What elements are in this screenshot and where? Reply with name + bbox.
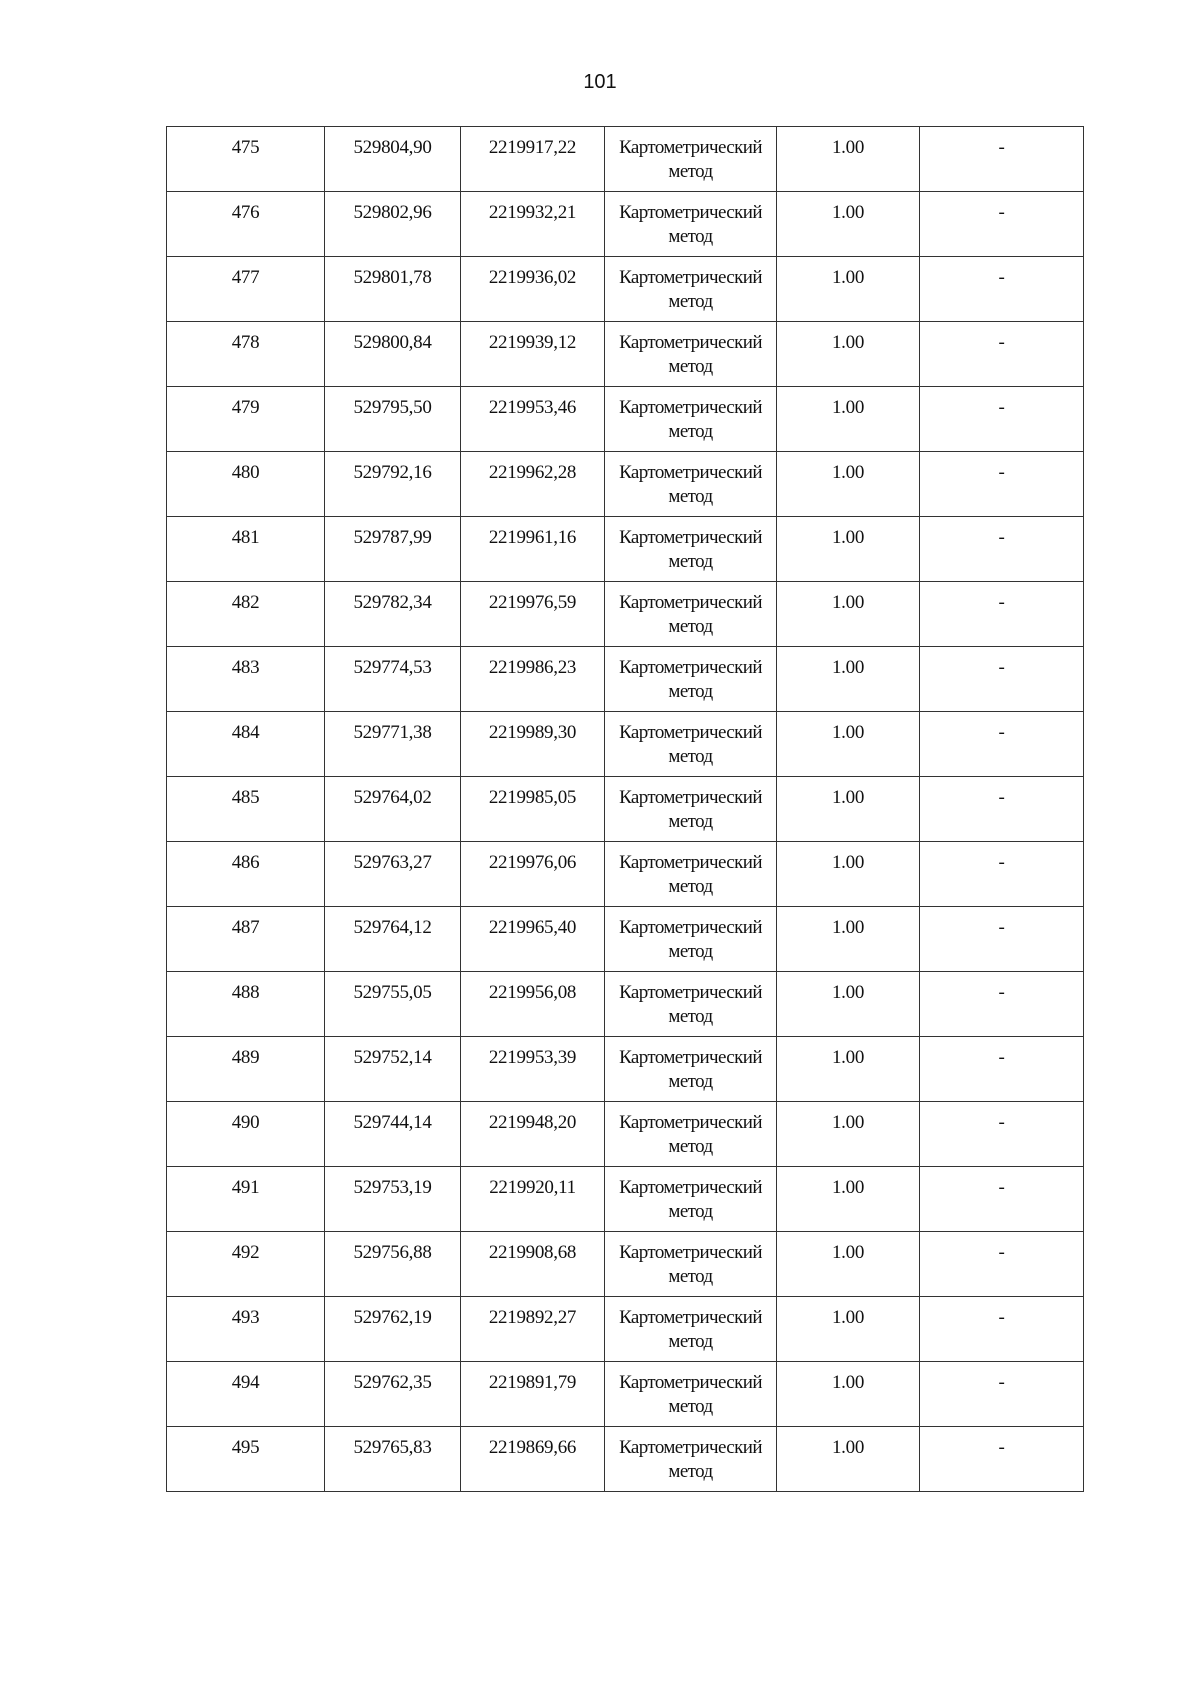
point-number-cell: 482 xyxy=(167,582,325,647)
accuracy-cell: 1.00 xyxy=(777,127,920,192)
y-coordinate-cell: 2219976,59 xyxy=(461,582,605,647)
note-cell: - xyxy=(920,127,1084,192)
method-cell: Картометрический метод xyxy=(605,647,777,712)
method-cell: Картометрический метод xyxy=(605,972,777,1037)
method-cell: Картометрический метод xyxy=(605,517,777,582)
method-cell: Картометрический метод xyxy=(605,127,777,192)
y-coordinate-cell: 2219953,39 xyxy=(461,1037,605,1102)
x-coordinate-cell: 529753,19 xyxy=(325,1167,461,1232)
coordinates-table xyxy=(166,126,1084,1492)
method-cell: Картометрический метод xyxy=(605,842,777,907)
x-coordinate-cell: 529795,50 xyxy=(325,387,461,452)
coordinates-table-body xyxy=(167,127,1084,1492)
accuracy-cell: 1.00 xyxy=(777,192,920,257)
table-row xyxy=(167,1232,1084,1297)
x-coordinate-cell: 529752,14 xyxy=(325,1037,461,1102)
note-cell: - xyxy=(920,387,1084,452)
accuracy-cell: 1.00 xyxy=(777,1427,920,1492)
point-number-cell: 481 xyxy=(167,517,325,582)
y-coordinate-cell: 2219956,08 xyxy=(461,972,605,1037)
accuracy-cell: 1.00 xyxy=(777,582,920,647)
x-coordinate-cell: 529756,88 xyxy=(325,1232,461,1297)
y-coordinate-cell: 2219869,66 xyxy=(461,1427,605,1492)
table-row xyxy=(167,517,1084,582)
method-cell: Картометрический метод xyxy=(605,322,777,387)
table-row xyxy=(167,647,1084,712)
table-row xyxy=(167,257,1084,322)
x-coordinate-cell: 529802,96 xyxy=(325,192,461,257)
x-coordinate-cell: 529755,05 xyxy=(325,972,461,1037)
table-row xyxy=(167,127,1084,192)
y-coordinate-cell: 2219962,28 xyxy=(461,452,605,517)
note-cell: - xyxy=(920,1102,1084,1167)
y-coordinate-cell: 2219892,27 xyxy=(461,1297,605,1362)
accuracy-cell: 1.00 xyxy=(777,1167,920,1232)
x-coordinate-cell: 529763,27 xyxy=(325,842,461,907)
y-coordinate-cell: 2219976,06 xyxy=(461,842,605,907)
method-cell: Картометрический метод xyxy=(605,712,777,777)
x-coordinate-cell: 529762,35 xyxy=(325,1362,461,1427)
x-coordinate-cell: 529804,90 xyxy=(325,127,461,192)
note-cell: - xyxy=(920,1297,1084,1362)
x-coordinate-cell: 529762,19 xyxy=(325,1297,461,1362)
table-row xyxy=(167,907,1084,972)
method-cell: Картометрический метод xyxy=(605,907,777,972)
accuracy-cell: 1.00 xyxy=(777,322,920,387)
note-cell: - xyxy=(920,972,1084,1037)
point-number-cell: 489 xyxy=(167,1037,325,1102)
note-cell: - xyxy=(920,517,1084,582)
y-coordinate-cell: 2219989,30 xyxy=(461,712,605,777)
note-cell: - xyxy=(920,1362,1084,1427)
note-cell: - xyxy=(920,192,1084,257)
method-cell: Картометрический метод xyxy=(605,387,777,452)
accuracy-cell: 1.00 xyxy=(777,387,920,452)
accuracy-cell: 1.00 xyxy=(777,972,920,1037)
point-number-cell: 492 xyxy=(167,1232,325,1297)
accuracy-cell: 1.00 xyxy=(777,842,920,907)
note-cell: - xyxy=(920,322,1084,387)
x-coordinate-cell: 529774,53 xyxy=(325,647,461,712)
note-cell: - xyxy=(920,842,1084,907)
table-row xyxy=(167,192,1084,257)
note-cell: - xyxy=(920,582,1084,647)
accuracy-cell: 1.00 xyxy=(777,907,920,972)
point-number-cell: 478 xyxy=(167,322,325,387)
table-row xyxy=(167,322,1084,387)
note-cell: - xyxy=(920,712,1084,777)
method-cell: Картометрический метод xyxy=(605,1297,777,1362)
y-coordinate-cell: 2219917,22 xyxy=(461,127,605,192)
x-coordinate-cell: 529765,83 xyxy=(325,1427,461,1492)
accuracy-cell: 1.00 xyxy=(777,257,920,322)
table-row xyxy=(167,842,1084,907)
point-number-cell: 494 xyxy=(167,1362,325,1427)
accuracy-cell: 1.00 xyxy=(777,452,920,517)
x-coordinate-cell: 529801,78 xyxy=(325,257,461,322)
x-coordinate-cell: 529782,34 xyxy=(325,582,461,647)
method-cell: Картометрический метод xyxy=(605,777,777,842)
table-row xyxy=(167,1297,1084,1362)
x-coordinate-cell: 529764,02 xyxy=(325,777,461,842)
y-coordinate-cell: 2219936,02 xyxy=(461,257,605,322)
accuracy-cell: 1.00 xyxy=(777,1037,920,1102)
y-coordinate-cell: 2219908,68 xyxy=(461,1232,605,1297)
point-number-cell: 486 xyxy=(167,842,325,907)
method-cell: Картометрический метод xyxy=(605,1232,777,1297)
table-row xyxy=(167,1362,1084,1427)
y-coordinate-cell: 2219939,12 xyxy=(461,322,605,387)
y-coordinate-cell: 2219961,16 xyxy=(461,517,605,582)
point-number-cell: 476 xyxy=(167,192,325,257)
point-number-cell: 480 xyxy=(167,452,325,517)
method-cell: Картометрический метод xyxy=(605,452,777,517)
method-cell: Картометрический метод xyxy=(605,192,777,257)
table-row xyxy=(167,387,1084,452)
accuracy-cell: 1.00 xyxy=(777,517,920,582)
point-number-cell: 483 xyxy=(167,647,325,712)
point-number-cell: 487 xyxy=(167,907,325,972)
table-row xyxy=(167,1037,1084,1102)
note-cell: - xyxy=(920,1427,1084,1492)
table-row xyxy=(167,1102,1084,1167)
x-coordinate-cell: 529771,38 xyxy=(325,712,461,777)
note-cell: - xyxy=(920,907,1084,972)
point-number-cell: 493 xyxy=(167,1297,325,1362)
y-coordinate-cell: 2219985,05 xyxy=(461,777,605,842)
note-cell: - xyxy=(920,1232,1084,1297)
x-coordinate-cell: 529792,16 xyxy=(325,452,461,517)
x-coordinate-cell: 529764,12 xyxy=(325,907,461,972)
note-cell: - xyxy=(920,1037,1084,1102)
point-number-cell: 475 xyxy=(167,127,325,192)
accuracy-cell: 1.00 xyxy=(777,1232,920,1297)
point-number-cell: 484 xyxy=(167,712,325,777)
y-coordinate-cell: 2219965,40 xyxy=(461,907,605,972)
y-coordinate-cell: 2219986,23 xyxy=(461,647,605,712)
note-cell: - xyxy=(920,1167,1084,1232)
note-cell: - xyxy=(920,452,1084,517)
table-row xyxy=(167,452,1084,517)
point-number-cell: 495 xyxy=(167,1427,325,1492)
accuracy-cell: 1.00 xyxy=(777,1102,920,1167)
accuracy-cell: 1.00 xyxy=(777,777,920,842)
point-number-cell: 488 xyxy=(167,972,325,1037)
page-number: 101 xyxy=(583,71,617,93)
accuracy-cell: 1.00 xyxy=(777,647,920,712)
x-coordinate-cell: 529744,14 xyxy=(325,1102,461,1167)
method-cell: Картометрический метод xyxy=(605,257,777,322)
method-cell: Картометрический метод xyxy=(605,1362,777,1427)
point-number-cell: 490 xyxy=(167,1102,325,1167)
y-coordinate-cell: 2219932,21 xyxy=(461,192,605,257)
point-number-cell: 491 xyxy=(167,1167,325,1232)
accuracy-cell: 1.00 xyxy=(777,1297,920,1362)
note-cell: - xyxy=(920,257,1084,322)
x-coordinate-cell: 529800,84 xyxy=(325,322,461,387)
method-cell: Картометрический метод xyxy=(605,1427,777,1492)
note-cell: - xyxy=(920,647,1084,712)
x-coordinate-cell: 529787,99 xyxy=(325,517,461,582)
table-row xyxy=(167,712,1084,777)
y-coordinate-cell: 2219891,79 xyxy=(461,1362,605,1427)
method-cell: Картометрический метод xyxy=(605,1167,777,1232)
accuracy-cell: 1.00 xyxy=(777,1362,920,1427)
y-coordinate-cell: 2219953,46 xyxy=(461,387,605,452)
point-number-cell: 479 xyxy=(167,387,325,452)
method-cell: Картометрический метод xyxy=(605,1102,777,1167)
table-row xyxy=(167,1427,1084,1492)
table-row xyxy=(167,972,1084,1037)
point-number-cell: 477 xyxy=(167,257,325,322)
note-cell: - xyxy=(920,777,1084,842)
method-cell: Картометрический метод xyxy=(605,1037,777,1102)
point-number-cell: 485 xyxy=(167,777,325,842)
y-coordinate-cell: 2219948,20 xyxy=(461,1102,605,1167)
table-row xyxy=(167,1167,1084,1232)
accuracy-cell: 1.00 xyxy=(777,712,920,777)
table-row xyxy=(167,777,1084,842)
method-cell: Картометрический метод xyxy=(605,582,777,647)
y-coordinate-cell: 2219920,11 xyxy=(461,1167,605,1232)
table-row xyxy=(167,582,1084,647)
